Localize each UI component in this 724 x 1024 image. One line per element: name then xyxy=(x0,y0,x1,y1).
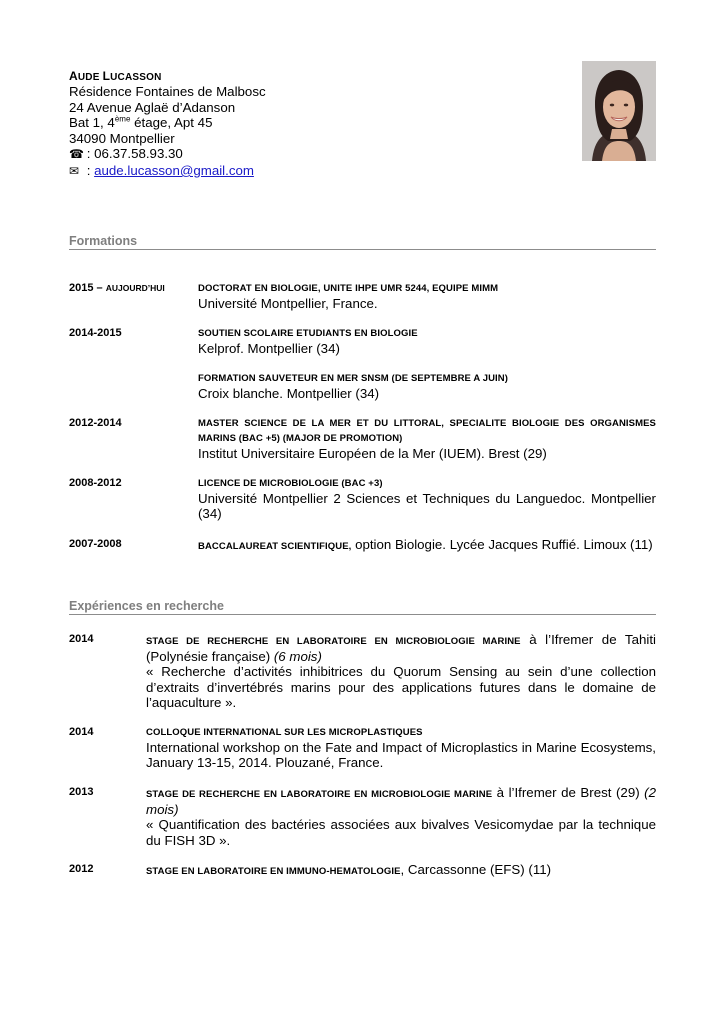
email-link[interactable]: aude.lucasson@gmail.com xyxy=(94,162,254,178)
portrait-photo xyxy=(582,61,656,161)
formation-institution: Université Montpellier 2 Sciences et Techniques du Languedoc. Montpellier (34) xyxy=(198,491,656,522)
formation-body xyxy=(198,537,656,554)
experience-subject: « Recherche d’activités inhibitrices du Quorum Sensing au sein d’une collection d’extraits d’invertébrés marins pour des applications futures dans le domaine de l’aquaculture ». xyxy=(146,664,656,711)
name-part: UCASSON xyxy=(110,72,162,83)
address-text: étage, Apt 45 xyxy=(130,115,213,131)
experience-heading: COLLOQUE INTERNATIONAL SUR LES MICROPLASTIQUES xyxy=(146,727,423,738)
phone-line xyxy=(69,146,266,163)
experience-line xyxy=(146,862,656,879)
experience-place: à l’Ifremer de Brest (29) xyxy=(492,785,645,800)
postal-line: 34090 Montpellier xyxy=(69,130,175,146)
phone-number: 06.37.58.93.30 xyxy=(94,146,183,162)
formation-date xyxy=(69,281,165,296)
formation-body xyxy=(198,416,656,461)
experience-line xyxy=(146,632,656,664)
section-title-experiences: Expériences en recherche xyxy=(69,599,656,615)
formation-institution: Université Montpellier, France. xyxy=(198,296,378,311)
formation-date: 2008-2012 xyxy=(69,477,122,489)
formation-line xyxy=(198,537,656,554)
formation-heading: LICENCE DE MICROBIOLOGIE (BAC +3) xyxy=(198,478,383,489)
formation-date: 2012-2014 xyxy=(69,417,122,429)
experience-duration: (6 mois) xyxy=(273,649,322,664)
formation-institution: Croix blanche. Montpellier (34) xyxy=(198,386,380,401)
experience-line xyxy=(146,785,656,817)
experience-heading: STAGE DE RECHERCHE EN LABORATOIRE EN MICROBIOLOGIE MARINE xyxy=(146,789,493,800)
formation-heading: SOUTIEN SCOLAIRE ETUDIANTS EN BIOLOGIE xyxy=(198,328,418,339)
name-initial: A xyxy=(69,69,78,83)
date-text: 2015 – xyxy=(69,282,106,294)
formation-heading: FORMATION SAUVETEUR EN MER SNSM (DE SEPTEMBRE A JUIN) xyxy=(198,373,509,384)
experience-heading: STAGE DE RECHERCHE EN LABORATOIRE EN MICROBIOLOGIE MARINE xyxy=(146,636,521,647)
experience-subject: « Quantification des bactéries associées aux bivalves Vesicomydae par la technique du FISH 3D ». xyxy=(146,817,656,848)
telephone-icon: ☎ xyxy=(69,147,84,162)
name-initial: L xyxy=(102,69,111,83)
experience-place: , Carcassonne (EFS) (11) xyxy=(400,862,552,877)
formation-heading: DOCTORAT EN BIOLOGIE, UNITE IHPE UMR 5244, EQUIPE MIMM xyxy=(198,283,499,294)
formation-body xyxy=(198,476,656,522)
separator: : xyxy=(83,162,95,178)
section-title-formations: Formations xyxy=(69,234,656,250)
experience-body xyxy=(146,632,656,711)
experience-place: à l’Ifremer de Tahiti (Polynésie française) xyxy=(146,632,656,664)
candidate-name xyxy=(69,70,266,84)
experience-heading: STAGE EN LABORATOIRE EN IMMUNO-HEMATOLOGIE xyxy=(146,866,401,877)
experience-body xyxy=(146,862,656,879)
email-line xyxy=(69,163,266,180)
formation-heading: MASTER SCIENCE DE LA MER ET DU LITTORAL, SPECIALITE BIOLOGIE DES ORGANISMES MARINS (BAC +5) (MAJOR DE PROMOTION) xyxy=(198,418,656,444)
experience-date: 2014 xyxy=(69,633,94,645)
formation-institution: option Biologie. Lycée Jacques Ruffié. Limoux (11) xyxy=(351,537,653,552)
formation-institution: Institut Universitaire Européen de la Mer (IUEM). Brest (29) xyxy=(198,446,547,461)
experience-description: International workshop on the Fate and Impact of Microplastics in Marine Ecosystems, January 13-15, 2014. Plouzané, France. xyxy=(146,740,656,771)
formation-body xyxy=(198,371,656,401)
address-text: Bat 1, 4 xyxy=(69,115,115,131)
experience-date: 2012 xyxy=(69,863,94,875)
name-part: UDE xyxy=(77,72,100,83)
separator: : xyxy=(83,146,95,162)
experience-date: 2014 xyxy=(69,726,94,738)
envelope-icon: ✉ xyxy=(69,163,80,178)
formation-institution: Kelprof. Montpellier (34) xyxy=(198,341,340,356)
formation-body xyxy=(198,326,656,356)
address-line: Résidence Fontaines de Malbosc xyxy=(69,84,266,99)
formation-date: 2014-2015 xyxy=(69,327,122,339)
experience-body xyxy=(146,725,656,771)
experience-body xyxy=(146,785,656,848)
formation-date: 2007-2008 xyxy=(69,538,122,550)
contact-block xyxy=(69,70,266,180)
experience-duration: (2 mois) xyxy=(146,785,656,817)
experience-date: 2013 xyxy=(69,786,94,798)
formation-heading: BACCALAUREAT SCIENTIFIQUE, xyxy=(198,541,352,552)
address-line: 24 Avenue Aglaë d’Adanson xyxy=(69,99,236,115)
superscript: ème xyxy=(114,114,131,124)
address-line xyxy=(69,115,266,131)
formation-body xyxy=(198,281,656,311)
portrait-illustration xyxy=(582,61,656,161)
date-text: AUJOURD’HUI xyxy=(105,283,165,293)
